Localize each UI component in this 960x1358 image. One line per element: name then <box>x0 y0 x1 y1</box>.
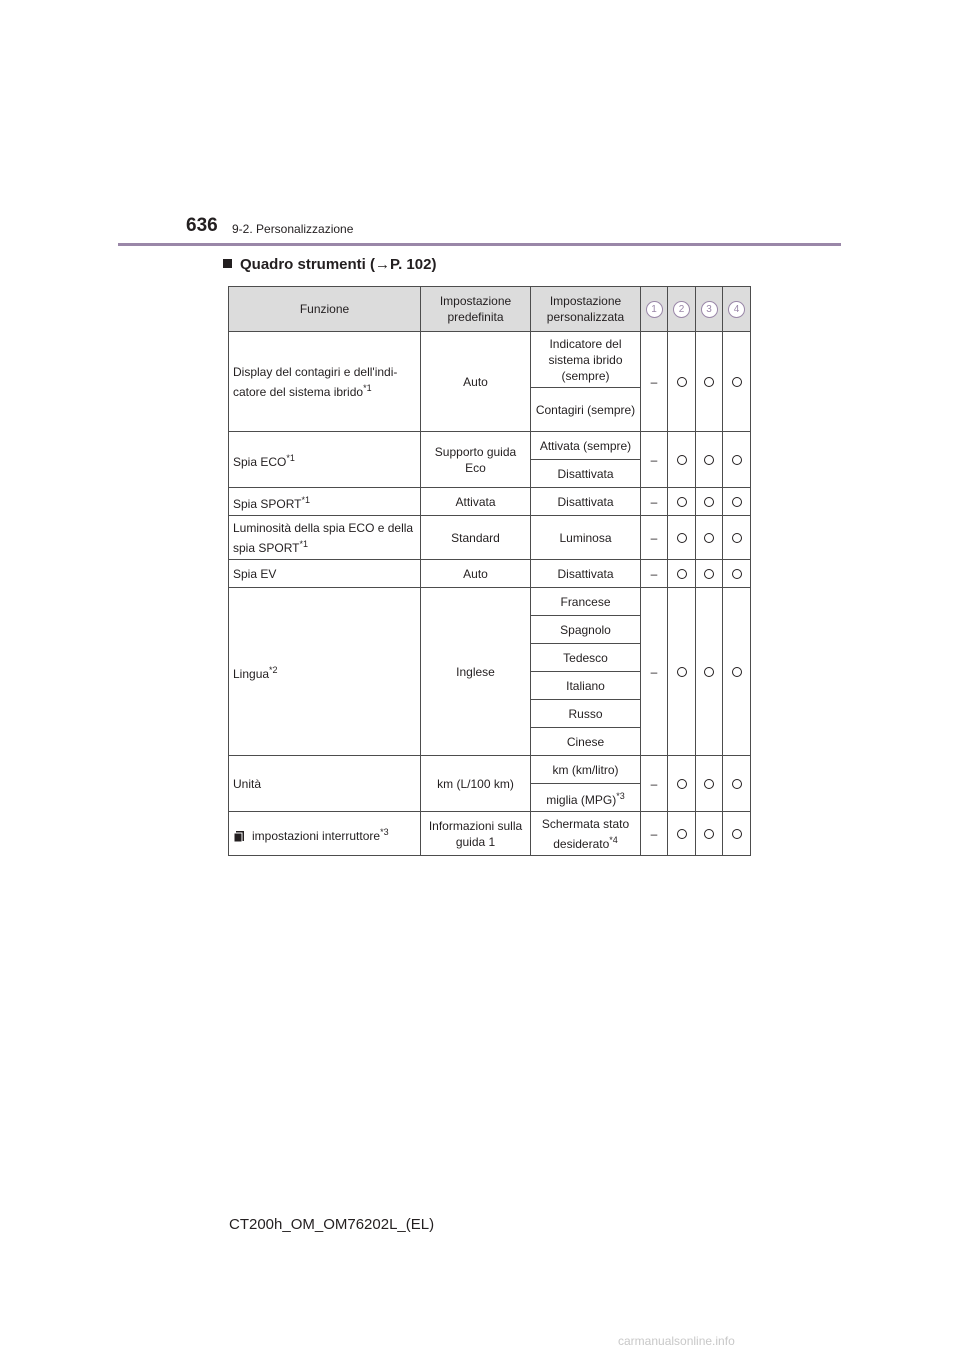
col1-cell: – <box>641 812 668 856</box>
function-cell: Unità <box>229 756 421 812</box>
function-cell: Luminosità della spia ECO e della spia SPORT$^{*1}$ <box>229 516 421 560</box>
custom-cell: Spagnolo <box>531 616 641 644</box>
circle-mark-icon <box>732 377 742 387</box>
document-code: CT200h_OM_OM76202L_(EL) <box>229 1216 435 1233</box>
custom-cell: Disattivata <box>531 560 641 588</box>
circle-mark-icon <box>732 569 742 579</box>
col3-cell <box>696 588 723 756</box>
default-cell: Inglese <box>421 588 531 756</box>
col1-cell: – <box>641 516 668 560</box>
circle-mark-icon <box>704 779 714 789</box>
circle-mark-icon <box>677 533 687 543</box>
custom-cell: Cinese <box>531 728 641 756</box>
custom-cell: Russo <box>531 700 641 728</box>
circle-mark-icon <box>704 533 714 543</box>
circle-mark-icon <box>677 377 687 387</box>
header-function: Funzione <box>229 287 421 332</box>
footnote-marker: *3 <box>616 790 625 801</box>
watermark: carmanualsonline.info <box>618 1334 735 1348</box>
function-cell: Spia EV <box>229 560 421 588</box>
column-badge-4: 4 <box>728 301 745 318</box>
col4-cell <box>723 516 751 560</box>
custom-cell: Disattivata <box>531 488 641 516</box>
settings-table <box>228 286 751 856</box>
function-cell: Display del contagiri e dell'indi- catore del sistema ibrido$^{*1}$ <box>229 332 421 432</box>
table-row <box>229 756 751 784</box>
footnote-marker: *1 <box>363 382 372 393</box>
custom-cell: Disattivata <box>531 460 641 488</box>
col4-cell <box>723 756 751 812</box>
col1-cell: – <box>641 488 668 516</box>
circle-mark-icon <box>677 829 687 839</box>
default-cell: Supporto guida Eco <box>421 432 531 488</box>
header-default: Impostazione predefinita <box>421 287 531 332</box>
custom-cell: Italiano <box>531 672 641 700</box>
col3-cell <box>696 812 723 856</box>
subheading-text: Quadro strumenti (→P. 102) <box>240 256 437 273</box>
custom-cell: Schermata stato desiderato$^{*4}$ <box>531 812 641 856</box>
footnote-marker: *1 <box>299 538 308 549</box>
header-col-4 <box>723 287 751 332</box>
function-cell: Spia ECO$^{*1}$ <box>229 432 421 488</box>
col2-cell <box>668 588 696 756</box>
circle-mark-icon <box>704 829 714 839</box>
function-cell: impostazioni interruttore$^{*3}$ <box>229 812 421 856</box>
table-row <box>229 588 751 616</box>
col1-cell: – <box>641 756 668 812</box>
square-bullet-icon <box>223 259 232 268</box>
switch-icon <box>233 830 246 843</box>
custom-cell: Attivata (sempre) <box>531 432 641 460</box>
circle-mark-icon <box>732 667 742 677</box>
custom-cell: Indicatore del sistema ibrido (sempre) <box>531 332 641 388</box>
circle-mark-icon <box>677 779 687 789</box>
circle-mark-icon <box>704 497 714 507</box>
col1-cell: – <box>641 560 668 588</box>
circle-mark-icon <box>677 497 687 507</box>
circle-mark-icon <box>704 569 714 579</box>
col2-cell <box>668 516 696 560</box>
footnote-marker: *2 <box>269 664 278 675</box>
table-header-row <box>229 287 751 332</box>
col4-cell <box>723 488 751 516</box>
header-divider <box>118 243 841 246</box>
subheading <box>223 256 436 273</box>
function-cell: Lingua$^{*2}$ <box>229 588 421 756</box>
col1-cell: – <box>641 332 668 432</box>
col3-cell <box>696 432 723 488</box>
header-col-2 <box>668 287 696 332</box>
table-row <box>229 560 751 588</box>
col2-cell <box>668 560 696 588</box>
circle-mark-icon <box>704 377 714 387</box>
function-cell: Spia SPORT$^{*1}$ <box>229 488 421 516</box>
custom-cell: Luminosa <box>531 516 641 560</box>
col3-cell <box>696 560 723 588</box>
default-cell: Informazioni sulla guida 1 <box>421 812 531 856</box>
circle-mark-icon <box>732 455 742 465</box>
circle-mark-icon <box>732 829 742 839</box>
col3-cell <box>696 332 723 432</box>
column-badge-1: 1 <box>646 301 663 318</box>
col2-cell <box>668 332 696 432</box>
col4-cell <box>723 432 751 488</box>
footnote-marker: *1 <box>286 452 295 463</box>
table-row <box>229 332 751 388</box>
default-cell: Auto <box>421 332 531 432</box>
col1-cell: – <box>641 588 668 756</box>
default-cell: Attivata <box>421 488 531 516</box>
default-cell: km (L/100 km) <box>421 756 531 812</box>
circle-mark-icon <box>677 455 687 465</box>
circle-mark-icon <box>677 667 687 677</box>
col3-cell <box>696 756 723 812</box>
circle-mark-icon <box>704 455 714 465</box>
table-row <box>229 488 751 516</box>
table-row <box>229 516 751 560</box>
col2-cell <box>668 432 696 488</box>
circle-mark-icon <box>677 569 687 579</box>
col4-cell <box>723 812 751 856</box>
section-title: 9-2. Personalizzazione <box>232 222 354 236</box>
col3-cell <box>696 488 723 516</box>
circle-mark-icon <box>732 497 742 507</box>
page-number: 636 <box>186 215 218 236</box>
default-cell: Standard <box>421 516 531 560</box>
custom-cell: km (km/litro) <box>531 756 641 784</box>
footnote-marker: *3 <box>380 826 389 837</box>
circle-mark-icon <box>732 533 742 543</box>
footnote-marker: *1 <box>301 494 310 505</box>
col4-cell <box>723 560 751 588</box>
default-cell: Auto <box>421 560 531 588</box>
header-custom: Impostazione personalizzata <box>531 287 641 332</box>
column-badge-2: 2 <box>673 301 690 318</box>
col2-cell <box>668 812 696 856</box>
col3-cell <box>696 516 723 560</box>
col2-cell <box>668 488 696 516</box>
custom-cell: Francese <box>531 588 641 616</box>
column-badge-3: 3 <box>701 301 718 318</box>
header-col-1 <box>641 287 668 332</box>
col2-cell <box>668 756 696 812</box>
header-col-3 <box>696 287 723 332</box>
footnote-marker: *4 <box>609 834 618 845</box>
col4-cell <box>723 588 751 756</box>
col1-cell: – <box>641 432 668 488</box>
col4-cell <box>723 332 751 432</box>
table-row <box>229 812 751 856</box>
table-row <box>229 432 751 460</box>
custom-cell: Tedesco <box>531 644 641 672</box>
custom-cell: Contagiri (sempre) <box>531 388 641 432</box>
circle-mark-icon <box>732 779 742 789</box>
custom-cell: miglia (MPG)$^{*3}$ <box>531 784 641 812</box>
circle-mark-icon <box>704 667 714 677</box>
